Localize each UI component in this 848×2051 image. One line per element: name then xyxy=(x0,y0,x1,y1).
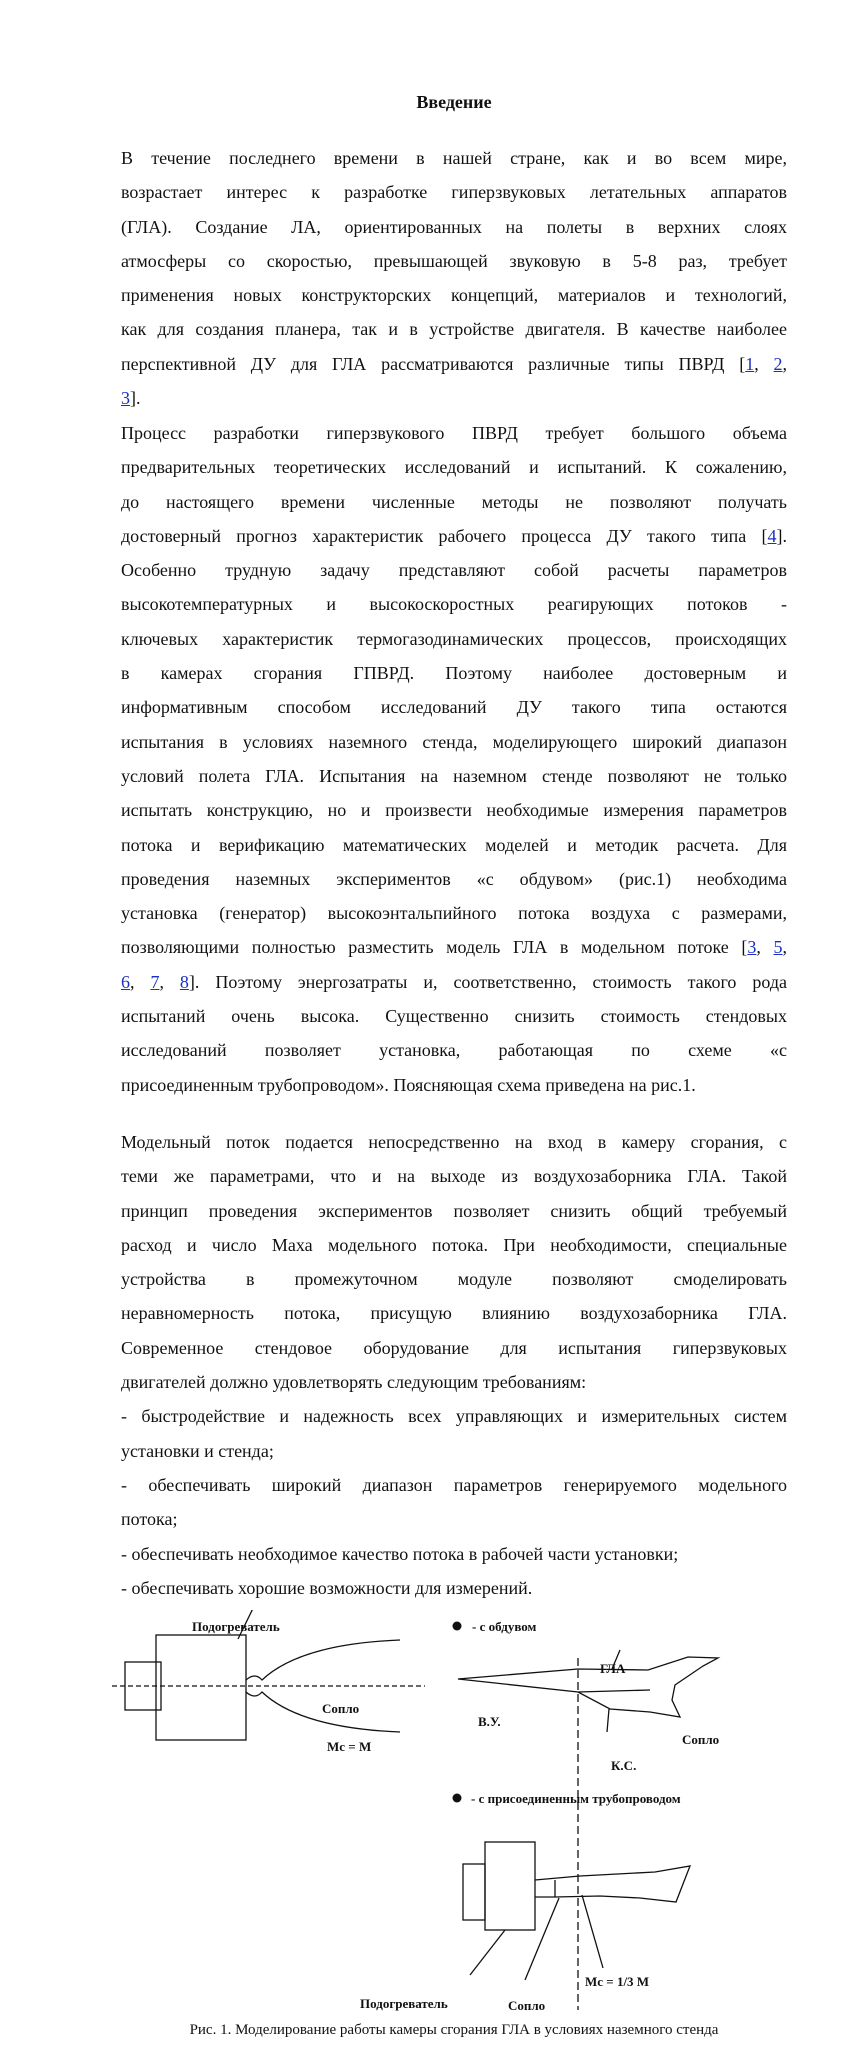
text-segment: принцип проведения экспериментов позволяет снизить общий требуемый xyxy=(121,1200,787,1221)
label-nozzle-right: Сопло xyxy=(682,1732,720,1747)
text-line xyxy=(121,1502,787,1536)
text-line xyxy=(121,1296,787,1330)
text-segment: потока; xyxy=(121,1509,178,1530)
label-ks: К.С. xyxy=(611,1758,637,1773)
text-line xyxy=(121,312,787,346)
label-mc-13: Мс = 1/3 М xyxy=(585,1974,650,1989)
page-title: Введение xyxy=(416,92,492,112)
reference-link[interactable]: 3 xyxy=(747,937,757,958)
text-segment: потока и верификацию математических моделей и методик расчета. Для xyxy=(121,834,787,855)
text-segment: испытаний очень высока. Существенно снизить стоимость стендовых xyxy=(121,1006,787,1027)
text-line xyxy=(121,930,787,964)
text-segment: расход и число Маха модельного потока. При необходимости, специальные xyxy=(121,1234,787,1255)
text-segment: неравномерность потока, присущую влиянию воздухозаборника ГЛА. xyxy=(121,1303,787,1324)
paragraph-model-flow xyxy=(121,1125,787,1605)
leader-mc-13 xyxy=(582,1895,603,1968)
legend-bullet-1 xyxy=(453,1622,462,1631)
text-segment: теми же параметрами, что и на выходе из воздухозаборника ГЛА. Такой xyxy=(121,1166,787,1187)
label-mc-m: Мс = М xyxy=(327,1739,372,1754)
label-vu: В.У. xyxy=(478,1714,501,1729)
text-line xyxy=(121,519,787,553)
text-segment: до настоящего времени численные методы не позволяют получать xyxy=(121,491,787,512)
text-segment: возрастает интерес к разработке гиперзвуковых летательных аппаратов xyxy=(121,182,787,203)
text-line xyxy=(121,141,787,175)
text-segment: Современное стендовое оборудование для испытания гиперзвуковых xyxy=(121,1337,787,1358)
text-segment: - обеспечивать широкий диапазон параметров генерируемого модельного xyxy=(121,1474,787,1495)
text-line xyxy=(121,793,787,827)
text-segment: ключевых характеристик термогазодинамических процессов, происходящих xyxy=(121,628,787,649)
text-segment: (ГЛА). Создание ЛА, ориентированных на полеты в верхних слоях xyxy=(121,216,787,237)
text-line xyxy=(121,656,787,690)
figure-caption: Рис. 1. Моделирование работы камеры сгорания ГЛА в условиях наземного стенда xyxy=(189,2022,719,2038)
text-segment: В течение последнего времени в нашей стране, как и во всем мире, xyxy=(121,148,787,168)
text-segment: , xyxy=(756,937,774,958)
text-line xyxy=(121,1468,787,1502)
label-nozzle-bottom: Сопло xyxy=(508,1998,546,2013)
text-segment: Процесс разработки гиперзвукового ПВРД требует большого объема xyxy=(121,423,787,443)
pipe-duct xyxy=(535,1866,690,1902)
text-segment: ]. Поэтому энергозатраты и, соответственно, стоимость такого рода xyxy=(188,971,788,992)
text-line xyxy=(121,1399,787,1433)
text-line xyxy=(121,622,787,656)
text-line xyxy=(121,1537,787,1571)
text-line xyxy=(121,381,787,415)
text-segment: перспективной ДУ для ГЛА рассматриваются различные типы ПВРД [ xyxy=(121,353,746,374)
aircraft-fuselage-line xyxy=(578,1690,650,1692)
text-line xyxy=(121,450,787,484)
nozzle-upper xyxy=(246,1640,400,1680)
text-segment: присоединенным трубопроводом». Поясняющая схема приведена на рис.1. xyxy=(121,1074,696,1095)
heater-chamber xyxy=(156,1635,246,1740)
paragraph-process xyxy=(121,416,787,1102)
text-segment: предварительных теоретических исследований и испытаний. К сожалению, xyxy=(121,457,787,478)
text-segment: устройства в промежуточном модуле позволяют смоделировать xyxy=(121,1269,787,1290)
text-segment: , xyxy=(130,971,151,992)
text-line xyxy=(121,965,787,999)
text-line xyxy=(121,485,787,519)
text-segment: установки и стенда; xyxy=(121,1440,274,1461)
text-line xyxy=(121,416,787,450)
text-line xyxy=(121,999,787,1033)
text-segment: исследований позволяет установка, работающая по схеме «с xyxy=(121,1040,787,1061)
text-line xyxy=(121,347,787,381)
text-segment: испытания в условиях наземного стенда, моделирующего широкий диапазон xyxy=(121,731,787,752)
text-segment: ]. xyxy=(130,388,141,409)
text-segment: - обеспечивать хорошие возможности для измерений. xyxy=(121,1577,533,1598)
text-segment: как для создания планера, так и в устройстве двигателя. В качестве наиболее xyxy=(121,319,787,340)
figure-1-diagram xyxy=(0,1610,848,2020)
text-line xyxy=(121,725,787,759)
paragraph-intro xyxy=(121,141,787,415)
text-segment: , xyxy=(159,971,180,992)
text-line xyxy=(121,278,787,312)
label-gla: ГЛА xyxy=(600,1661,626,1676)
text-segment: - быстродействие и надежность всех управляющих и измерительных систем xyxy=(121,1406,787,1427)
text-segment: испытать конструкцию, но и произвести необходимые измерения параметров xyxy=(121,800,787,821)
text-segment: достоверный прогноз характеристик рабочего процесса ДУ такого типа [ xyxy=(121,525,768,546)
leader-nozzle-bottom xyxy=(525,1898,559,1980)
text-segment: применения новых конструкторских концепций, материалов и технологий, xyxy=(121,285,787,306)
text-segment: двигателей должно удовлетворять следующим требованиям: xyxy=(121,1372,587,1393)
label-nozzle-left: Сопло xyxy=(322,1701,360,1716)
reference-link[interactable]: 1 xyxy=(745,353,755,374)
reference-link[interactable]: 6 xyxy=(121,971,130,992)
text-segment: , xyxy=(754,353,774,374)
label-heater-bottom: Подогреватель xyxy=(360,1996,448,2011)
text-line xyxy=(121,828,787,862)
reference-link[interactable]: 8 xyxy=(179,971,189,992)
reference-link[interactable]: 7 xyxy=(150,971,160,992)
text-segment: проведения наземных экспериментов «с обдувом» (рис.1) необходима xyxy=(121,868,787,889)
text-line xyxy=(121,1033,787,1067)
text-line xyxy=(121,1262,787,1296)
text-segment: атмосферы со скоростью, превышающей звуковую в 5-8 раз, требует xyxy=(121,250,787,271)
text-line xyxy=(121,210,787,244)
text-line xyxy=(121,896,787,930)
text-line xyxy=(121,1159,787,1193)
text-line xyxy=(121,1228,787,1262)
heater-bottom-chamber xyxy=(485,1842,535,1930)
reference-link[interactable]: 5 xyxy=(773,937,783,958)
text-segment: установка (генератор) высокоэнтальпийного потока воздуха с размерами, xyxy=(121,903,787,924)
text-line xyxy=(121,690,787,724)
text-line xyxy=(121,1194,787,1228)
text-segment: - обеспечивать необходимое качество потока в рабочей части установки; xyxy=(121,1543,679,1564)
text-line xyxy=(121,553,787,587)
label-heater-top: Подогреватель xyxy=(192,1619,280,1634)
text-segment: Модельный поток подается непосредственно на вход в камеру сгорания, с xyxy=(121,1132,787,1152)
text-line xyxy=(121,175,787,209)
text-segment: в камерах сгорания ГПВРД. Поэтому наиболее достоверным и xyxy=(121,663,787,684)
text-segment: условий полета ГЛА. Испытания на наземном стенде позволяют не только xyxy=(121,765,787,786)
text-line xyxy=(121,244,787,278)
text-segment: Особенно трудную задачу представляют собой расчеты параметров xyxy=(121,560,787,581)
text-line xyxy=(121,1365,787,1399)
text-line xyxy=(121,1068,787,1102)
text-line xyxy=(121,759,787,793)
leader-ks xyxy=(607,1709,609,1732)
text-segment: информативным способом исследований ДУ такого типа остаются xyxy=(121,697,787,718)
text-segment: ]. xyxy=(776,525,787,546)
text-line xyxy=(121,1571,787,1605)
legend-connected-pipe: - с присоединенным трубопроводом xyxy=(471,1791,681,1806)
text-line xyxy=(121,1434,787,1468)
text-line xyxy=(121,587,787,621)
text-line xyxy=(121,862,787,896)
aircraft-body xyxy=(458,1657,718,1717)
leader-heater-bottom xyxy=(470,1930,505,1975)
text-line xyxy=(121,1125,787,1159)
text-line xyxy=(121,1331,787,1365)
text-segment: высокотемпературных и высокоскоростных реагирующих потоков - xyxy=(121,594,787,615)
reference-link[interactable]: 4 xyxy=(767,525,777,546)
heater-bottom-left xyxy=(463,1864,485,1920)
text-segment: , xyxy=(782,353,787,374)
text-segment: позволяющими полностью разместить модель ГЛА в модельном потоке [ xyxy=(121,937,748,958)
reference-link[interactable]: 2 xyxy=(773,353,783,374)
text-segment: , xyxy=(782,937,788,958)
legend-bullet-2 xyxy=(453,1794,462,1803)
reference-link[interactable]: 3 xyxy=(121,388,130,409)
legend-free-jet: - с обдувом xyxy=(472,1619,537,1634)
